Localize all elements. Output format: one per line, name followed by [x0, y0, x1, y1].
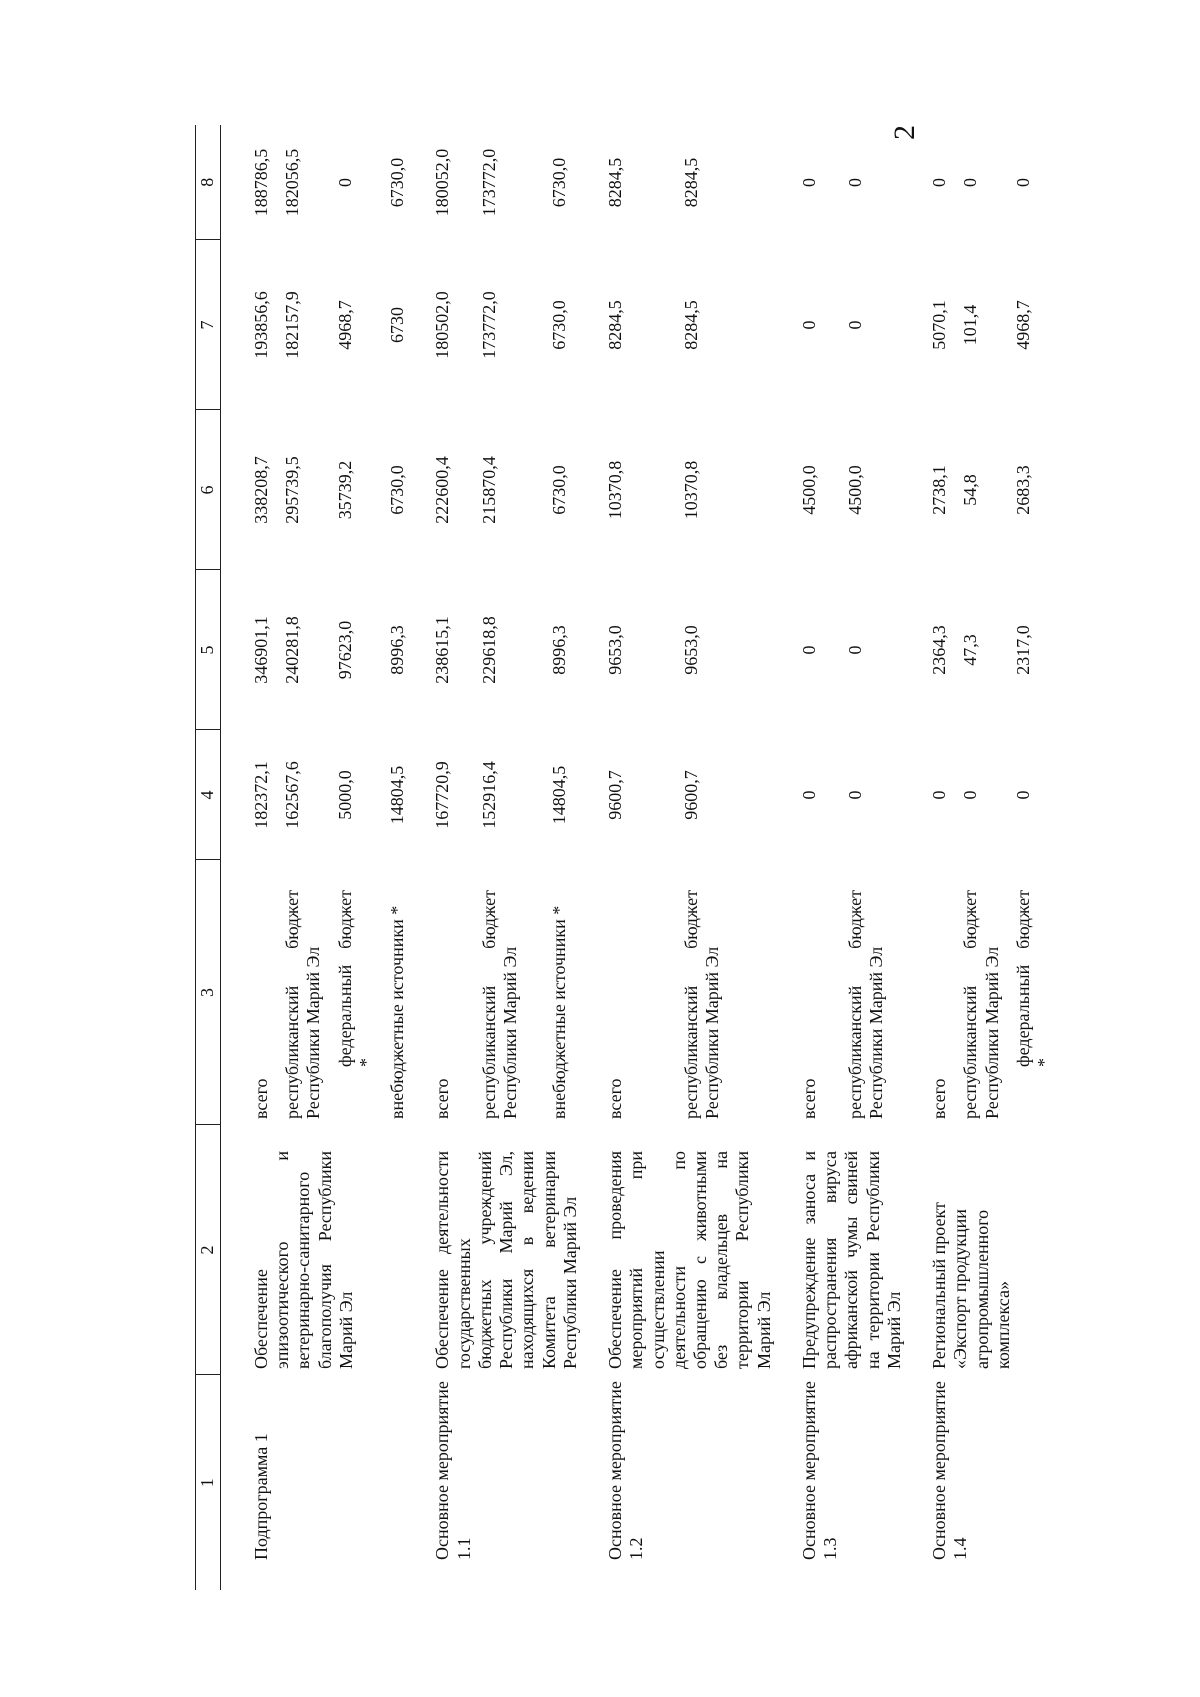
- value-cell: 0: [334, 178, 355, 187]
- value-cell: 0: [929, 178, 950, 187]
- value-cell: 193856,6: [251, 291, 271, 359]
- program-name: Подпрограмма 1: [251, 1433, 271, 1560]
- activity-description: Предупреждение заноса и распространения вируса африканской чумы свиней на территории Республики Марий Эл: [798, 1151, 904, 1369]
- value-cell: 9600,7: [680, 770, 701, 820]
- table-row: [410, 125, 471, 1590]
- value-cell: 47,3: [960, 634, 981, 666]
- funding-source: внебюджетные источники *: [387, 905, 408, 1119]
- activity-description: Региональный проект «Экспорт продукции агропромышленного комплекса»: [929, 1202, 1013, 1369]
- value-cell: 9653,0: [680, 625, 701, 675]
- value-cell: 4500,0: [798, 465, 819, 515]
- value-cell: 238615,1: [432, 616, 453, 684]
- value-cell: 346901,1: [251, 616, 271, 684]
- funding-source: всего: [798, 1078, 819, 1119]
- column-header: 2: [196, 1125, 221, 1375]
- funding-source: республиканский бюджет Республики Марий Эл: [478, 890, 521, 1119]
- value-cell: 0: [845, 178, 866, 187]
- value-cell: 167720,9: [432, 761, 453, 829]
- column-header: 3: [196, 860, 221, 1125]
- value-cell: 240281,8: [282, 616, 303, 684]
- program-description: Обеспечение эпизоотического и ветеринарно-санитарного благополучия Республики Марий Эл: [251, 1151, 356, 1369]
- value-cell: 173772,0: [478, 291, 499, 359]
- value-cell: 8996,3: [387, 625, 408, 675]
- value-cell: 101,4: [960, 304, 981, 346]
- activity-description: Обеспечение деятельности государственных бюджетных учреждений Республики Марий Эл, находящихся в ведении Комитета ветеринарии Республики Марий Эл: [432, 1151, 580, 1369]
- value-cell: 8284,5: [605, 300, 626, 350]
- value-cell: 6730,0: [387, 465, 408, 515]
- value-cell: 182056,5: [282, 148, 303, 217]
- funding-source: внебюджетные источники *: [549, 905, 570, 1119]
- rotated-table-sheet: [195, 15, 1095, 1590]
- value-cell: 14804,5: [549, 765, 570, 825]
- column-header: 4: [196, 730, 221, 860]
- activity-name: Основное мероприятие 1.1: [432, 1381, 474, 1560]
- funding-source: всего: [929, 1078, 950, 1119]
- activity-name: Основное мероприятие 1.4: [929, 1381, 971, 1560]
- funding-source: республиканский бюджет Республики Марий Эл: [960, 890, 1002, 1119]
- value-cell: 4500,0: [845, 465, 866, 515]
- value-cell: 182157,9: [282, 291, 303, 359]
- table-row: [907, 125, 952, 1590]
- value-cell: 0: [960, 790, 981, 800]
- value-cell: 162567,6: [282, 761, 303, 829]
- value-cell: 0: [845, 645, 866, 655]
- budget-table: [195, 125, 1057, 1590]
- value-cell: 8284,5: [605, 157, 626, 208]
- value-cell: 2738,1: [929, 465, 950, 515]
- value-cell: 14804,5: [387, 765, 408, 825]
- value-cell: 10370,8: [605, 460, 626, 520]
- value-cell: 10370,8: [680, 460, 701, 520]
- value-cell: 0: [960, 178, 981, 187]
- value-cell: 97623,0: [334, 620, 355, 680]
- value-cell: 8284,5: [680, 157, 701, 208]
- value-cell: 0: [1012, 178, 1033, 187]
- column-number-row: [196, 125, 221, 1590]
- value-cell: 229618,8: [478, 616, 499, 684]
- value-cell: 6730,0: [549, 300, 570, 350]
- value-cell: 6730: [387, 307, 408, 343]
- value-cell: 35739,2: [334, 460, 355, 520]
- activity-description: Обеспечение проведения мероприятий при осуществлении деятельности по обращению с животными без владельцев на территории Республики Марий Эл: [605, 1151, 774, 1369]
- table-row: [221, 125, 275, 1590]
- table-row: [777, 125, 837, 1590]
- value-cell: 2317,0: [1012, 625, 1033, 675]
- funding-source: республиканский бюджет Республики Марий Эл: [845, 890, 887, 1119]
- value-cell: 6730,0: [549, 157, 570, 208]
- column-header: 1: [196, 1375, 221, 1590]
- value-cell: 2364,3: [929, 625, 950, 675]
- column-header: 5: [196, 570, 221, 730]
- funding-source-text: федеральный бюджет *: [1012, 890, 1055, 1067]
- value-cell: 9653,0: [605, 625, 626, 675]
- value-cell: 6730,0: [549, 465, 570, 515]
- value-cell: 152916,4: [478, 761, 499, 829]
- funding-source-text: федеральный бюджет *: [334, 890, 376, 1067]
- value-cell: 215870,4: [478, 456, 499, 524]
- funding-source: всего: [251, 1078, 271, 1119]
- value-cell: 5070,1: [929, 300, 950, 350]
- value-cell: 182372,1: [251, 761, 271, 829]
- activity-name: Основное мероприятие 1.2: [605, 1381, 647, 1560]
- value-cell: 295739,5: [282, 456, 303, 524]
- table-row: [583, 125, 673, 1590]
- value-cell: 9600,7: [605, 770, 626, 820]
- value-cell: 4968,7: [334, 300, 355, 350]
- funding-source: [327, 860, 379, 1125]
- value-cell: 8284,5: [680, 300, 701, 350]
- value-cell: 0: [845, 320, 866, 330]
- value-cell: 6730,0: [387, 157, 408, 208]
- value-cell: 338208,7: [251, 456, 271, 524]
- value-cell: 0: [1012, 790, 1033, 800]
- page-number: 2: [888, 125, 921, 140]
- value-cell: 188786,5: [251, 148, 271, 217]
- value-cell: 0: [798, 790, 819, 800]
- column-header: 6: [196, 410, 221, 570]
- column-header: 7: [196, 240, 221, 410]
- column-header: 8: [196, 125, 221, 240]
- value-cell: 0: [845, 790, 866, 800]
- value-cell: 4968,7: [1012, 300, 1033, 350]
- value-cell: 0: [798, 645, 819, 655]
- value-cell: 173772,0: [478, 148, 499, 217]
- funding-source: всего: [605, 1078, 626, 1119]
- value-cell: 0: [929, 790, 950, 800]
- funding-source: республиканский бюджет Республики Марий Эл: [680, 890, 723, 1119]
- funding-source: [1005, 860, 1057, 1125]
- value-cell: 180502,0: [432, 291, 453, 359]
- value-cell: 5000,0: [334, 770, 355, 820]
- activity-name: Основное мероприятие 1.3: [798, 1381, 841, 1560]
- value-cell: 0: [798, 178, 819, 187]
- value-cell: 2683,3: [1012, 465, 1033, 515]
- value-cell: 180052,0: [432, 148, 453, 217]
- funding-source: всего: [432, 1078, 453, 1119]
- value-cell: 54,8: [960, 474, 981, 506]
- value-cell: 222600,4: [432, 456, 453, 524]
- funding-source: республиканский бюджет Республики Марий Эл: [282, 890, 324, 1119]
- value-cell: 8996,3: [549, 625, 570, 675]
- value-cell: 0: [798, 320, 819, 330]
